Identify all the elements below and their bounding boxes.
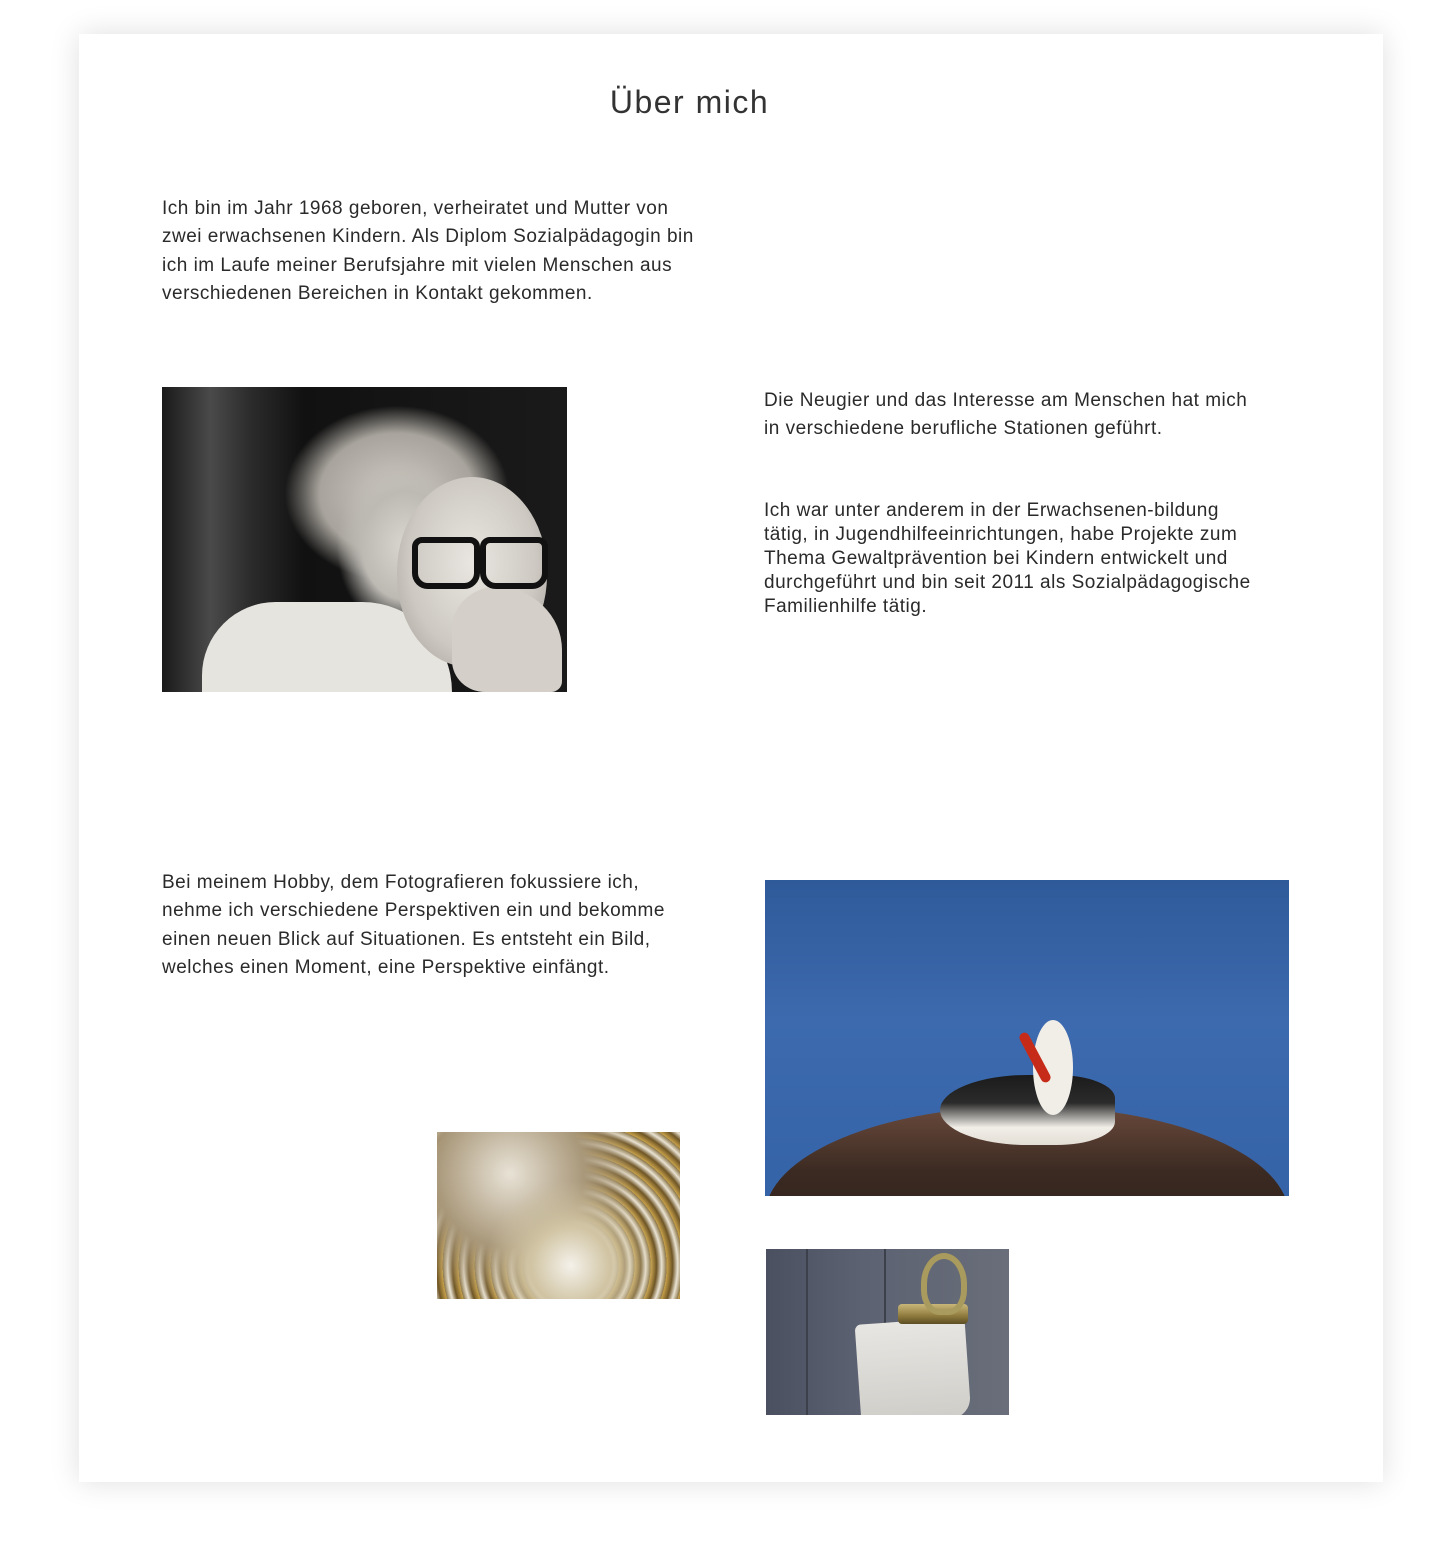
stork-body <box>940 1075 1115 1145</box>
hobby-paragraph: Bei meinem Hobby, dem Fotografieren fokussiere ich, nehme ich verschiedene Perspektiven ein und bekomme einen neuen Blick auf Situationen. Es entsteht ein Bild, welches einen Moment, eine Perspektive einfängt. <box>162 872 665 978</box>
clip-photo <box>766 1249 1009 1415</box>
career-paragraph-1: Die Neugier und das Interesse am Menschen hat mich in verschiedene berufliche Stationen geführt. <box>764 390 1248 440</box>
portrait-photo <box>162 387 567 692</box>
chandelier-photo <box>437 1132 680 1299</box>
clip-ring <box>921 1253 967 1315</box>
page-container <box>79 34 1383 1482</box>
portrait-glasses-right <box>480 537 548 589</box>
page-title: Über mich <box>609 84 770 120</box>
paper-stack <box>855 1317 972 1415</box>
portrait-glasses-left <box>412 537 480 589</box>
portrait-hand <box>452 587 562 692</box>
wood-plank-line <box>806 1249 808 1415</box>
intro-paragraph: Ich bin im Jahr 1968 geboren, verheiratet und Mutter von zwei erwachsenen Kindern. Als Diplom Sozialpädagogin bin ich im Laufe meiner Berufsjahre mit vielen Menschen aus verschiedenen Bereichen in Kontakt gekommen. <box>162 198 694 304</box>
stork-photo <box>765 880 1289 1196</box>
career-paragraph-2: Ich war unter anderem in der Erwachsenen-bildung tätig, in Jugendhilfeeinrichtungen, habe Projekte zum Thema Gewaltprävention bei Kindern entwickelt und durchgeführt und bin seit 2011 als Sozialpädagogische Familienhilfe tätig. <box>764 500 1251 617</box>
